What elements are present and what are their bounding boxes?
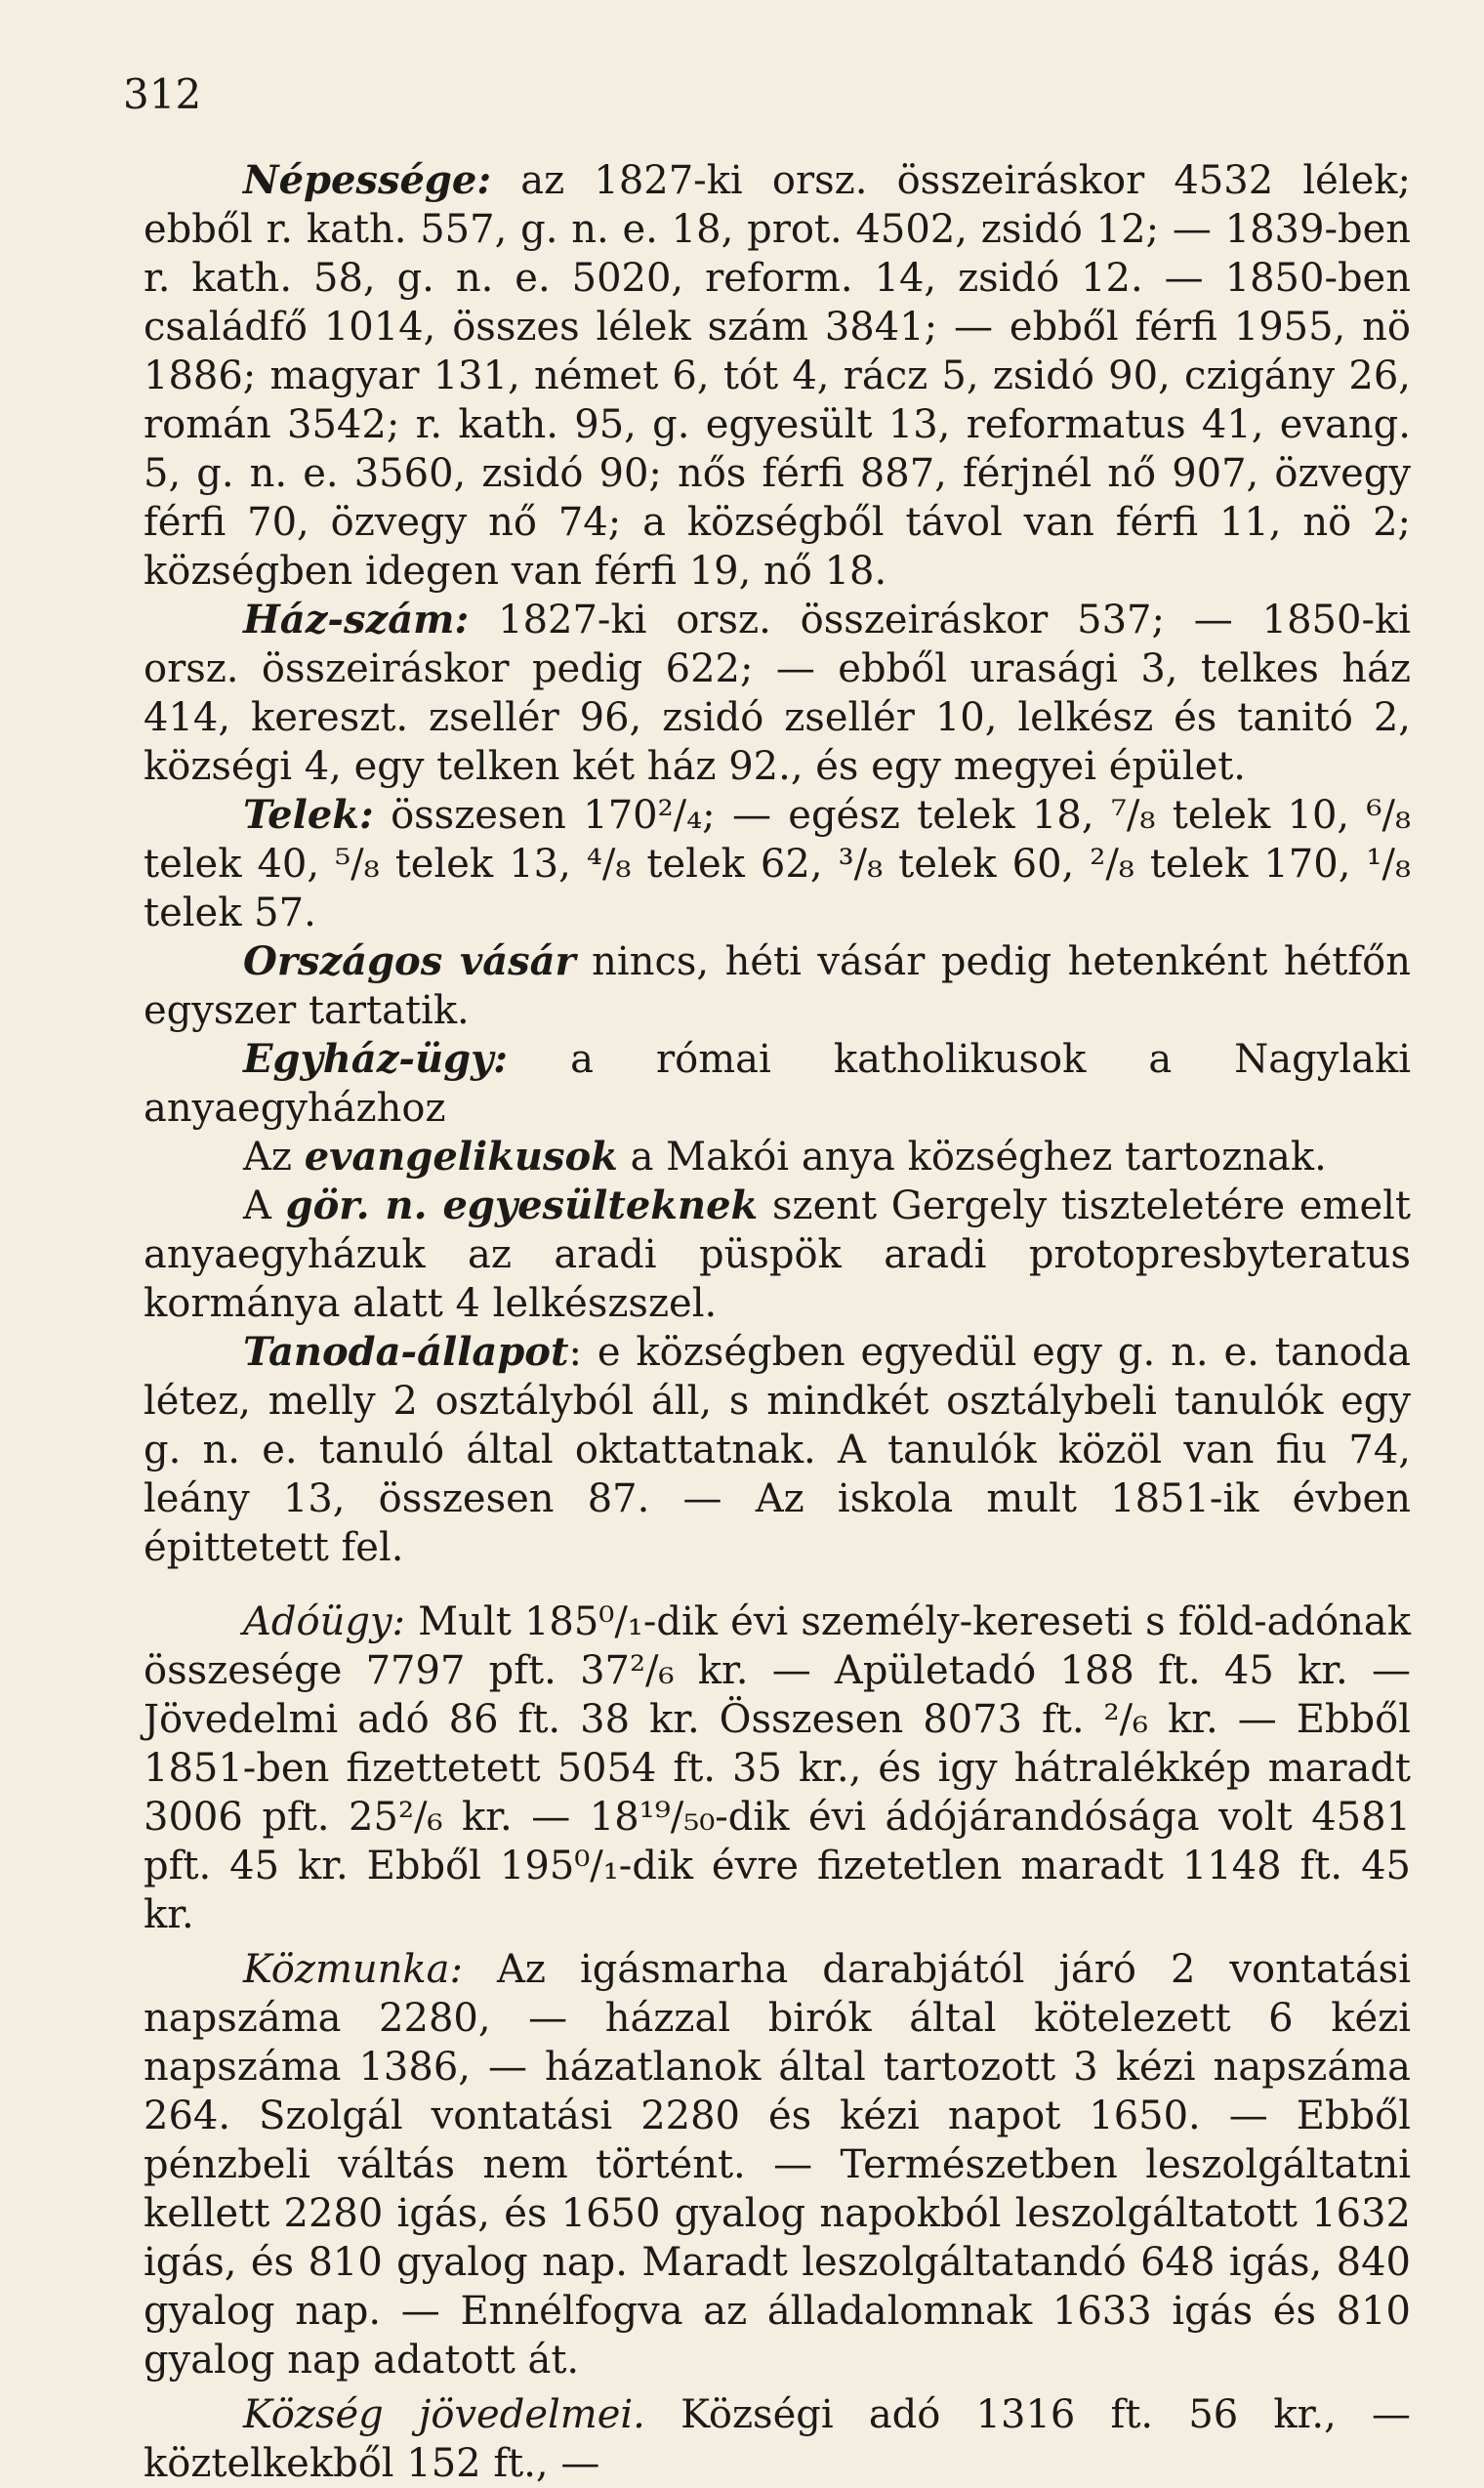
heading-house-count: Ház-szám:	[243, 597, 470, 643]
footnote-tax	[144, 1597, 1411, 1939]
paragraph-greek-catholics	[144, 1182, 1411, 1328]
heading-population: Népessége:	[243, 157, 492, 203]
text-greek-before: A	[243, 1183, 286, 1228]
footnote-income	[144, 2390, 1411, 2488]
footnote-income-heading: Község jövedelmei.	[243, 2392, 645, 2437]
footnote-income-text: Községi adó 1316 ft. 56 kr., — köztelkekből 152 ft., —	[144, 2392, 1411, 2486]
paragraph-school	[144, 1328, 1411, 1572]
paragraph-evangelicals	[144, 1133, 1411, 1182]
heading-plots: Telek:	[243, 792, 374, 838]
footnote-public-work-text: Az igásmarha darabjától járó 2 vontatási napszáma 2280, — házzal birók által kötelezett 6 kézi napszáma 1386, — házatlanok által tartozott 3 kézi napszáma 264. Szolgál vontatási 2280 és kézi napot 1650. — Ebből pénzbeli váltás nem történt. — Természetben leszolgáltatni kellett 2280 igás, és 1650 gyalog napokból leszolgáltatott 1632 igás, és 810 gyalog nap. Maradt leszolgáltatandó 648 igás, 840 gyalog nap. — Ennélfogva az álladalomnak 1633 igás és 810 gyalog nap adatott át.	[144, 1947, 1411, 2383]
footnote-tax-text: Mult 185⁰/₁-dik évi személy-kereseti s föld-adónak összesége 7797 pft. 37²/₆ kr. — Apületadó 188 ft. 45 kr. — Jövedelmi adó 86 ft. 38 kr. Összesen 8073 ft. ²/₆ kr. — Ebből 1851-ben fizettetett 5054 ft. 35 kr., és igy hátralékkép maradt 3006 pft. 25²/₆ kr. — 18¹⁹/₅₀-dik évi ádójárandósága volt 4581 pft. 45 kr. Ebből 195⁰/₁-dik évre fizetetlen maradt 1148 ft. 45 kr.	[144, 1599, 1411, 1937]
page-number: 312	[123, 70, 202, 118]
paragraph-plots	[144, 791, 1411, 937]
text-school: : e községben egyedül egy g. n. e. tanoda létez, melly 2 osztályból áll, s mindkét osztálybeli tanulók egy g. n. e. tanuló által oktattatnak. A tanulók közöl van fiu 74, leány 13, összesen 87. — Az iskola mult 1851-ik évben épittetett fel.	[144, 1330, 1411, 1570]
footnote-public-work	[144, 1945, 1411, 2384]
text-market: nincs, héti vásár pedig hetenként hétfőn egyszer tartatik.	[144, 939, 1411, 1033]
paragraph-market	[144, 937, 1411, 1035]
paragraph-church	[144, 1035, 1411, 1133]
text-evangelicals-before: Az	[243, 1135, 305, 1180]
footnote-tax-heading: Adóügy:	[243, 1599, 406, 1644]
footnote-public-work-heading: Közmunka:	[243, 1947, 463, 1992]
text-greek-catholics: szent Gergely tiszteletére emelt anyaegyházuk az aradi püspök aradi protopresbyteratus kormánya alatt 4 lelkészszel.	[144, 1183, 1411, 1326]
term-greek-united: gör. n. egyesülteknek	[285, 1182, 759, 1228]
text-plots: összesen 170²/₄; — egész telek 18, ⁷/₈ telek 10, ⁶/₈ telek 40, ⁵/₈ telek 13, ⁴/₈ telek 62, ³/₈ telek 60, ²/₈ telek 170, ¹/₈ telek 57.	[144, 793, 1411, 935]
heading-market: Országos vásár	[243, 938, 576, 984]
paragraph-population	[144, 156, 1411, 596]
heading-school: Tanoda-állapot	[243, 1329, 569, 1375]
heading-church: Egyház-ügy:	[243, 1036, 509, 1082]
text-evangelicals: a Makói anya községhez tartoznak.	[617, 1135, 1327, 1180]
footnotes	[144, 1597, 1411, 2488]
text-house-count: 1827-ki orsz. összeiráskor 537; — 1850-ki orsz. összeiráskor pedig 622; — ebből urasági 3, telkes ház 414, kereszt. zsellér 96, zsidó zsellér 10, lelkész és tanitó 2, községi 4, egy telken két ház 92., és egy megyei épület.	[144, 598, 1411, 789]
body-text	[144, 156, 1411, 2488]
text-population: az 1827-ki orsz. összeiráskor 4532 lélek; ebből r. kath. 557, g. n. e. 18, prot. 4502, zsidó 12; — 1839-ben r. kath. 58, g. n. e. 5020, reform. 14, zsidó 12. — 1850-ben családfő 1014, összes lélek szám 3841; — ebből férfi 1955, nö 1886; magyar 131, német 6, tót 4, rácz 5, zsidó 90, czigány 26, román 3542; r. kath. 95, g. egyesült 13, reformatus 41, evang. 5, g. n. e. 3560, zsidó 90; nős férfi 887, férjnél nő 907, özvegy férfi 70, özvegy nő 74; a községből távol van férfi 11, nö 2; községben idegen van férfi 19, nő 18.	[144, 158, 1411, 594]
term-evangelicals: evangelikusok	[304, 1134, 618, 1180]
paragraph-house-count	[144, 596, 1411, 791]
text-church: a római katholikusok a Nagylaki anyaegyházhoz	[144, 1037, 1411, 1131]
